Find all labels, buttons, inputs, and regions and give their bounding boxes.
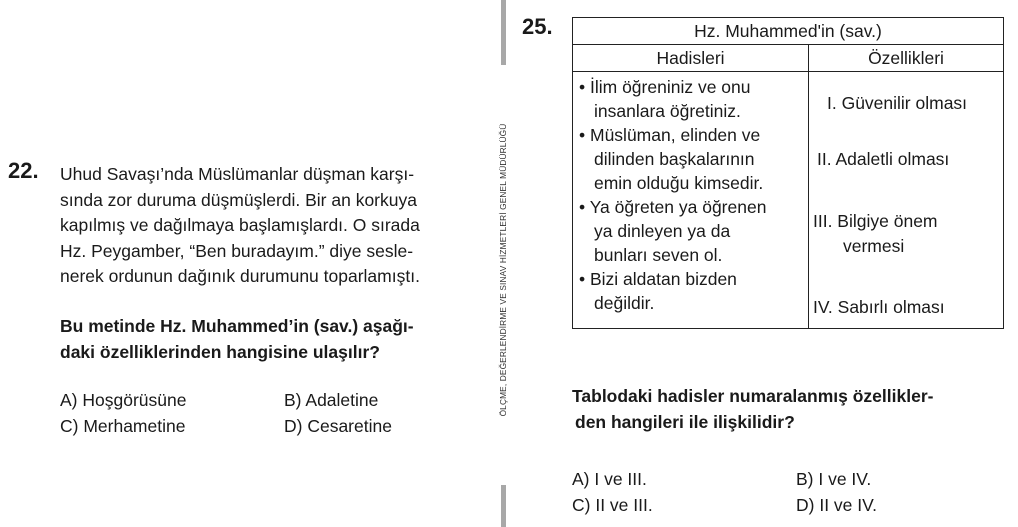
page-divider-bar-top [501,0,506,65]
hadis-item: • Müslüman, elinden ve [579,125,761,145]
publisher-vertical-text: ÖLÇME, DEĞERLENDİRME VE SINAV HİZMETLERİ GENEL MÜDÜRLÜĞÜ [498,123,508,417]
stem-line: kapılmış ve dağılmaya başlamışlardı. O sırada [60,215,420,235]
prompt-line: den hangileri ile ilişkilidir? [575,411,795,432]
hadis-table [572,17,1004,329]
stem-line: Hz. Peygamber, “Ben buradayım.” diye sesle- [60,240,414,261]
question-25-option-d[interactable]: D) II ve IV. [796,495,878,515]
hadis-item: • İlim öğreniniz ve onu [579,77,751,97]
column-header-ozellikleri: Özellikleri [809,45,1004,72]
page-divider-bar-bottom [501,485,506,527]
hadis-item-continued: dilinden başkalarının [594,149,755,169]
question-25-prompt [572,384,933,435]
table-title: Hz. Muhammed'in (sav.) [573,18,1004,45]
table-header-row [573,45,1004,72]
ozellik-list-cell [809,72,1004,329]
question-25-option-a[interactable]: A) I ve III. [572,469,647,489]
ozellik-item: I. Güvenilir olması [827,93,968,113]
hadis-item-continued: ya dinleyen ya da [594,221,731,241]
question-25-option-c[interactable]: C) II ve III. [572,495,653,515]
ozellik-item: III. Bilgiye önem [813,211,938,231]
hadis-item-continued: bunları seven ol. [594,245,723,265]
hadis-item-continued: emin olduğu kimsedir. [594,173,764,193]
question-22-prompt [60,314,480,365]
prompt-line: daki özelliklerinden hangisine ulaşılır? [60,341,380,362]
hadis-item-continued: insanlara öğretiniz. [594,101,741,121]
question-25-number: 25. [522,14,553,39]
question-22-stem [60,162,480,290]
stem-line: Uhud Savaşı’nda Müslümanlar düşman karşı- [60,164,415,184]
table-title-row [573,18,1004,45]
prompt-line: Tablodaki hadisler numaralanmış özellikler- [572,386,934,406]
question-22-option-c[interactable]: C) Merhametine [60,416,186,436]
ozellik-item: IV. Sabırlı olması [813,297,945,317]
column-header-hadisleri: Hadisleri [573,45,809,72]
question-22-number: 22. [8,158,39,183]
question-25-option-b[interactable]: B) I ve IV. [796,469,872,489]
hadis-list-cell [573,72,809,329]
hadis-item-continued: değildir. [594,293,655,313]
question-22-option-b[interactable]: B) Adaletine [284,390,379,410]
table-body-row [573,72,1004,329]
stem-line: sında zor duruma düşmüşlerdi. Bir an korkuya [60,189,417,210]
hadis-item: • Bizi aldatan bizden [579,269,737,289]
hadis-item: • Ya öğreten ya öğrenen [579,197,767,217]
ozellik-item: II. Adaletli olması [817,149,950,169]
stem-line: nerek ordunun dağınık durumunu toparlamıştı. [60,266,420,286]
question-22-option-a[interactable]: A) Hoşgörüsüne [60,390,187,410]
prompt-line: Bu metinde Hz. Muhammed’in (sav.) aşağı- [60,316,414,336]
ozellik-item-continued: vermesi [843,236,905,256]
question-22-option-d[interactable]: D) Cesaretine [284,416,392,436]
